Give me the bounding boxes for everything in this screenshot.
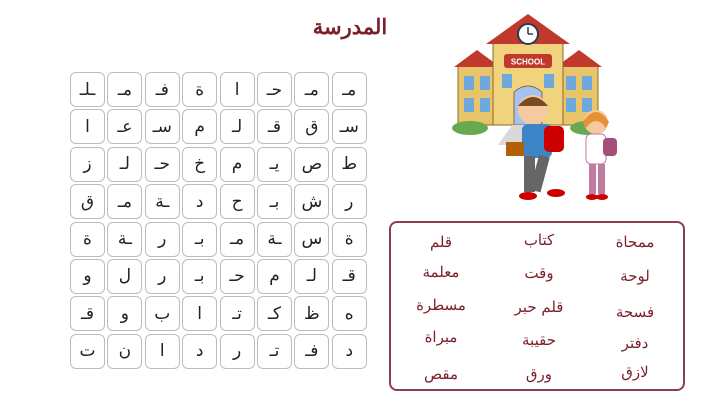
word-item: مسطرة <box>416 296 466 314</box>
word-item: حقيبة <box>522 331 556 349</box>
grid-cell[interactable]: ا <box>70 109 105 144</box>
school-sign-text: SCHOOL <box>510 57 546 67</box>
word-item: فسحة <box>615 303 655 321</box>
grid-cell[interactable]: سـ <box>332 109 367 144</box>
grid-cell[interactable]: تـ <box>257 334 292 369</box>
word-item: مقص <box>424 365 458 383</box>
grid-cell[interactable]: حـ <box>220 259 255 294</box>
grid-cell[interactable]: خ <box>182 147 217 182</box>
grid-cell[interactable]: عـ <box>107 109 142 144</box>
grid-cell[interactable]: ن <box>107 334 142 369</box>
grid-cell[interactable]: ق <box>294 109 329 144</box>
grid-cell[interactable]: ر <box>145 259 180 294</box>
grid-cell[interactable]: ر <box>220 334 255 369</box>
word-item: قلم حبر <box>514 298 564 316</box>
grid-cell[interactable]: فـ <box>145 72 180 107</box>
grid-cell[interactable]: ط <box>332 147 367 182</box>
grid-cell[interactable]: مـ <box>107 184 142 219</box>
grid-cell[interactable]: و <box>107 296 142 331</box>
grid-cell[interactable]: ـة <box>145 184 180 219</box>
grid-cell[interactable]: ب <box>145 296 180 331</box>
grid-cell[interactable]: ح <box>220 184 255 219</box>
grid-cell[interactable]: د <box>182 334 217 369</box>
grid-cell[interactable]: ا <box>182 296 217 331</box>
grid-cell[interactable]: تـ <box>220 296 255 331</box>
grid-cell[interactable]: قـ <box>257 109 292 144</box>
grid-cell[interactable]: يـ <box>257 147 292 182</box>
grid-cell[interactable]: مـ <box>220 222 255 257</box>
word-item: ورق <box>525 365 553 383</box>
grid-cell[interactable]: ـة <box>107 222 142 257</box>
word-item: قلم <box>429 233 453 251</box>
grid-cell[interactable]: و <box>70 259 105 294</box>
word-item: ممحاة <box>615 233 655 251</box>
word-item: لوحة <box>620 267 650 285</box>
grid-cell[interactable]: ظ <box>294 296 329 331</box>
grid-cell[interactable]: لـ <box>107 147 142 182</box>
word-item: كتاب <box>523 231 555 249</box>
grid-cell[interactable]: ق <box>70 184 105 219</box>
grid-cell[interactable]: ا <box>145 334 180 369</box>
backpack-icon <box>544 126 564 152</box>
grid-cell[interactable]: ة <box>332 222 367 257</box>
grid-cell[interactable]: ـلـ <box>70 72 105 107</box>
grid-cell[interactable]: س <box>294 222 329 257</box>
grid-cell[interactable]: ت <box>70 334 105 369</box>
word-item: معلمة <box>422 263 460 281</box>
grid-cell[interactable]: م <box>220 147 255 182</box>
grid-cell[interactable]: د <box>332 334 367 369</box>
grid-cell[interactable]: مـ <box>294 72 329 107</box>
girl-figure <box>583 110 617 200</box>
grid-cell[interactable]: م <box>257 259 292 294</box>
grid-cell[interactable]: م <box>182 109 217 144</box>
grid-cell[interactable]: ل <box>107 259 142 294</box>
grid-cell[interactable]: ة <box>182 72 217 107</box>
grid-cell[interactable]: مـ <box>107 72 142 107</box>
word-item: وقت <box>524 264 554 282</box>
word-item: لازق <box>621 363 649 381</box>
school-illustration <box>448 10 628 210</box>
school-wing-left <box>458 65 496 125</box>
grid-cell[interactable]: مـ <box>332 72 367 107</box>
word-search-grid <box>70 72 368 369</box>
grid-cell[interactable]: ز <box>70 147 105 182</box>
grid-cell[interactable]: قـ <box>332 259 367 294</box>
grid-cell[interactable]: ة <box>70 222 105 257</box>
grid-cell[interactable]: بـ <box>182 259 217 294</box>
grid-cell[interactable]: لـ <box>294 259 329 294</box>
grid-cell[interactable]: ص <box>294 147 329 182</box>
grid-cell[interactable]: ر <box>145 222 180 257</box>
word-item: دفتر <box>621 334 649 352</box>
grid-cell[interactable]: سـ <box>145 109 180 144</box>
grid-cell[interactable]: بـ <box>182 222 217 257</box>
grid-cell[interactable]: ر <box>332 184 367 219</box>
page-title: المدرسة <box>312 14 388 39</box>
grid-cell[interactable]: كـ <box>257 296 292 331</box>
word-list-box <box>389 221 685 391</box>
grid-cell[interactable]: د <box>182 184 217 219</box>
grid-cell[interactable]: بـ <box>257 184 292 219</box>
grid-cell[interactable]: قـ <box>70 296 105 331</box>
grid-cell[interactable]: ش <box>294 184 329 219</box>
grid-cell[interactable]: ه <box>332 296 367 331</box>
grid-cell[interactable]: حـ <box>145 147 180 182</box>
grid-cell[interactable]: حـ <box>257 72 292 107</box>
grid-cell[interactable]: لـ <box>220 109 255 144</box>
grid-cell[interactable]: ـة <box>257 222 292 257</box>
grid-cell[interactable]: ا <box>220 72 255 107</box>
grid-cell[interactable]: فـ <box>294 334 329 369</box>
word-item: مبراة <box>424 328 458 346</box>
